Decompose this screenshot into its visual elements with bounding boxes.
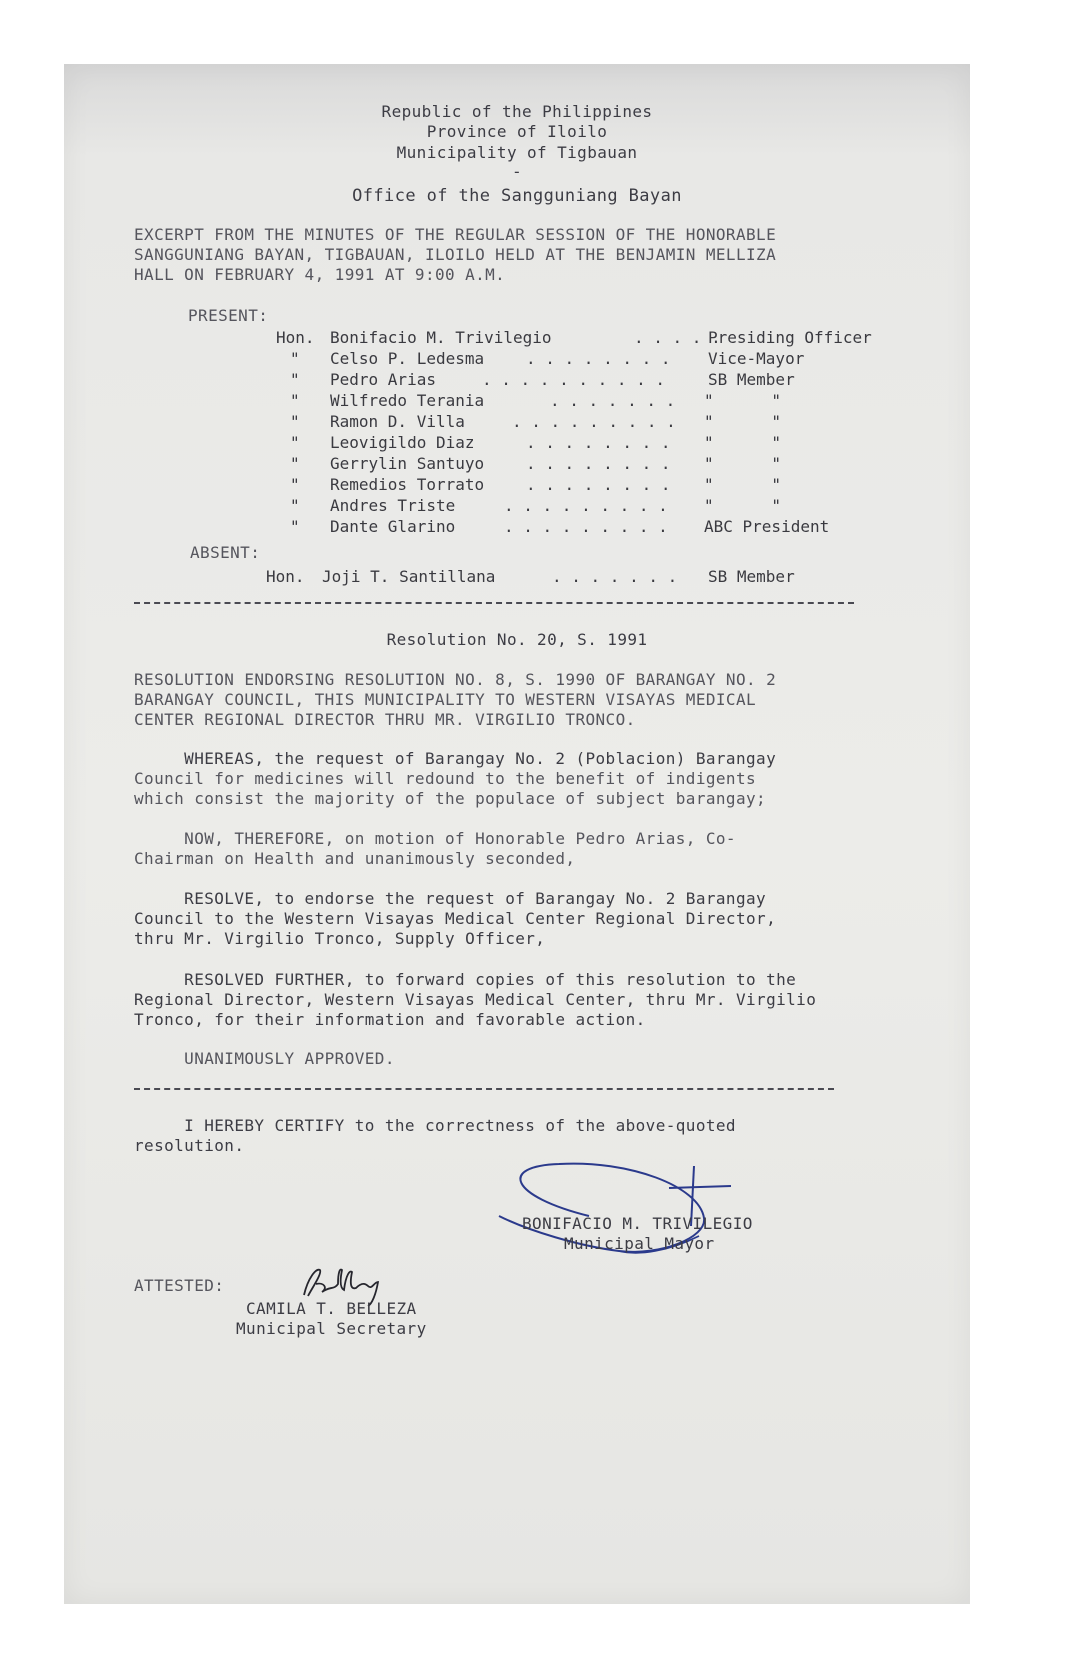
excerpt-line-3: HALL ON FEBRUARY 4, 1991 AT 9:00 A.M. xyxy=(134,265,506,284)
member-role: SB Member xyxy=(708,370,795,389)
resolved-further-line-1: RESOLVED FURTHER, to forward copies of this resolution to the xyxy=(134,970,797,989)
member-prefix: Hon. xyxy=(276,328,315,347)
member-name: Celso P. Ledesma xyxy=(330,349,485,368)
absent-dots: . . . . . . . xyxy=(552,567,678,586)
member-dots: . . . . . . . . xyxy=(526,475,671,494)
header-separator: - xyxy=(511,162,523,181)
member-dots: . . . . . . . . xyxy=(526,433,671,452)
absent-prefix: Hon. xyxy=(266,567,305,586)
resolve-line-2: Council to the Western Visayas Medical Center Regional Director, xyxy=(134,909,777,928)
member-role: " " xyxy=(704,454,782,473)
certify-line-1: I HEREBY CERTIFY to the correctness of the above-quoted xyxy=(134,1116,736,1135)
header-province: Province of Iloilo xyxy=(426,122,608,141)
excerpt-line-1: EXCERPT FROM THE MINUTES OF THE REGULAR SESSION OF THE HONORABLE xyxy=(134,225,777,244)
member-prefix: " xyxy=(290,454,300,473)
member-row xyxy=(64,454,970,475)
member-prefix: " xyxy=(290,412,300,431)
member-row xyxy=(64,496,970,517)
member-dots: . . . . . . . xyxy=(550,391,676,410)
member-role: " " xyxy=(704,391,782,410)
document-page xyxy=(64,64,970,1604)
now-therefore-line-1: NOW, THEREFORE, on motion of Honorable Pedro Arias, Co- xyxy=(134,829,736,848)
whereas-line-2: Council for medicines will redound to the benefit of indigents xyxy=(134,769,757,788)
member-row xyxy=(64,349,970,370)
member-role: Presiding Officer xyxy=(708,328,872,347)
member-role: " " xyxy=(704,475,782,494)
resolved-further-line-2: Regional Director, Western Visayas Medical Center, thru Mr. Virgilio xyxy=(134,990,817,1009)
member-prefix: " xyxy=(290,391,300,410)
member-prefix: " xyxy=(290,517,300,536)
member-row xyxy=(64,370,970,391)
member-row xyxy=(64,433,970,454)
member-dots: . . . . . . . . . xyxy=(512,412,676,431)
whereas-line-3: which consist the majority of the populace of subject barangay; xyxy=(134,789,767,808)
member-dots: . . . . . . . . . . xyxy=(482,370,666,389)
member-row xyxy=(64,475,970,496)
member-row xyxy=(64,391,970,412)
member-dots: . . . . . . . . xyxy=(526,454,671,473)
resolution-title-3: CENTER REGIONAL DIRECTOR THRU MR. VIRGILIO TRONCO. xyxy=(134,710,636,729)
mayor-name: BONIFACIO M. TRIVILEGIO xyxy=(522,1214,753,1233)
resolved-further-line-3: Tronco, for their information and favorable action. xyxy=(134,1010,646,1029)
secretary-name: CAMILA T. BELLEZA xyxy=(246,1299,417,1318)
resolution-title-2: BARANGAY COUNCIL, THIS MUNICIPALITY TO WESTERN VISAYAS MEDICAL xyxy=(134,690,757,709)
absent-role: SB Member xyxy=(708,567,795,586)
member-dots: . . . . . . . . . xyxy=(504,517,668,536)
member-prefix: " xyxy=(290,349,300,368)
now-therefore-line-2: Chairman on Health and unanimously seconded, xyxy=(134,849,576,868)
member-name: Wilfredo Terania xyxy=(330,391,485,410)
header-office: Office of the Sangguniang Bayan xyxy=(352,186,682,206)
absent-label: ABSENT: xyxy=(190,543,261,562)
header-republic: Republic of the Philippines xyxy=(381,102,653,121)
member-role: Vice-Mayor xyxy=(708,349,805,368)
resolution-title-1: RESOLUTION ENDORSING RESOLUTION NO. 8, S. 1990 OF BARANGAY NO. 2 xyxy=(134,670,777,689)
resolve-line-3: thru Mr. Virgilio Tronco, Supply Officer, xyxy=(134,929,546,948)
member-name: Leovigildo Diaz xyxy=(330,433,475,452)
member-dots: . . . . . xyxy=(634,328,721,347)
approved-line: UNANIMOUSLY APPROVED. xyxy=(134,1049,395,1068)
present-label: PRESENT: xyxy=(188,306,269,325)
secretary-title: Municipal Secretary xyxy=(236,1319,427,1338)
member-name: Andres Triste xyxy=(330,496,456,515)
divider-1 xyxy=(134,602,854,604)
absent-row xyxy=(64,567,970,588)
header-municipality: Municipality of Tigbauan xyxy=(396,143,638,162)
excerpt-line-2: SANGGUNIANG BAYAN, TIGBAUAN, ILOILO HELD AT THE BENJAMIN MELLIZA xyxy=(134,245,777,264)
resolve-line-1: RESOLVE, to endorse the request of Barangay No. 2 Barangay xyxy=(134,889,767,908)
member-name: Bonifacio M. Trivilegio xyxy=(330,328,552,347)
resolution-number: Resolution No. 20, S. 1991 xyxy=(386,630,648,649)
member-name: Ramon D. Villa xyxy=(330,412,465,431)
member-role: " " xyxy=(704,412,782,431)
member-dots: . . . . . . . . xyxy=(526,349,671,368)
absent-name: Joji T. Santillana xyxy=(322,567,496,586)
member-dots: . . . . . . . . . xyxy=(504,496,668,515)
member-name: Dante Glarino xyxy=(330,517,456,536)
member-name: Gerrylin Santuyo xyxy=(330,454,485,473)
divider-2 xyxy=(134,1088,834,1090)
member-prefix: " xyxy=(290,496,300,515)
attested-label: ATTESTED: xyxy=(134,1276,225,1295)
member-role: " " xyxy=(704,496,782,515)
member-prefix: " xyxy=(290,370,300,389)
member-name: Pedro Arias xyxy=(330,370,436,389)
member-name: Remedios Torrato xyxy=(330,475,485,494)
member-prefix: " xyxy=(290,433,300,452)
certify-line-2: resolution. xyxy=(134,1136,245,1155)
member-row xyxy=(64,517,970,538)
member-row xyxy=(64,412,970,433)
member-row xyxy=(64,328,970,349)
member-role: " " xyxy=(704,433,782,452)
whereas-line-1: WHEREAS, the request of Barangay No. 2 (Poblacion) Barangay xyxy=(134,749,777,768)
member-prefix: " xyxy=(290,475,300,494)
mayor-title: Municipal Mayor xyxy=(564,1234,715,1253)
member-role: ABC President xyxy=(704,517,830,536)
